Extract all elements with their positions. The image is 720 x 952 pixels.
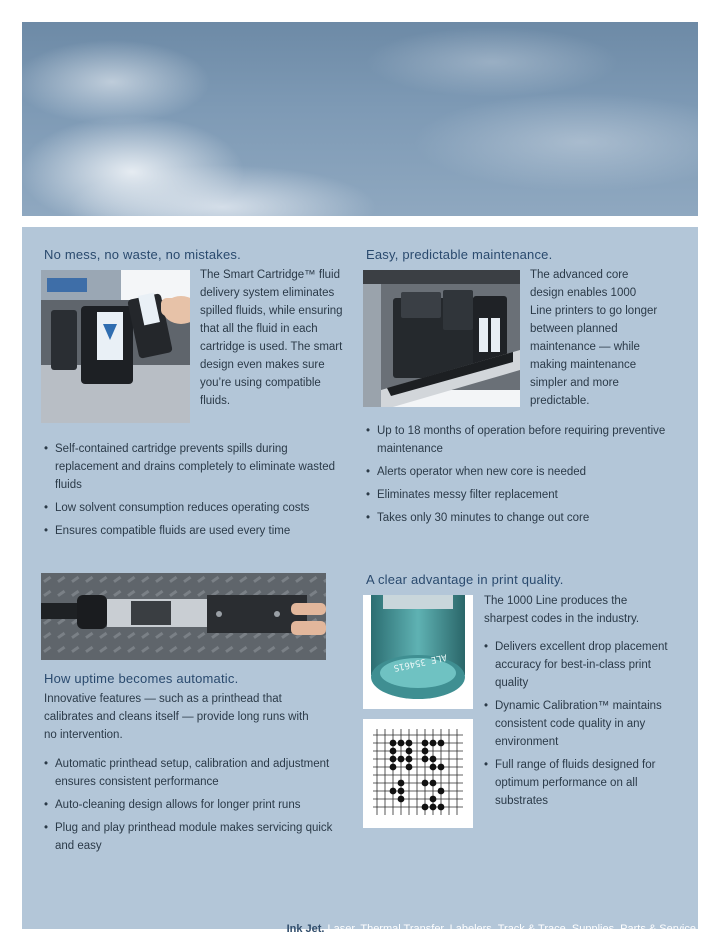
- uptime-bullets: [44, 755, 344, 860]
- bottle-illustration: [363, 595, 473, 709]
- list-item: • Up to 18 months of operation before requiring preventive maintenance: [366, 425, 666, 455]
- bullet-text: Alerts operator when new core is needed: [377, 466, 587, 478]
- mess-bullets: [44, 440, 344, 545]
- list-item: • Dynamic Calibration™ maintains consistent code quality in any environment: [484, 700, 662, 748]
- list-item: • Eliminates messy filter replacement: [366, 489, 558, 501]
- bullet-text: Auto-cleaning design allows for longer print runs: [55, 799, 301, 811]
- bullet-text: Delivers excellent drop placement accuracy for best-in-class print quality: [495, 641, 668, 689]
- footer-nav: [287, 923, 696, 935]
- printhead-photo: [41, 573, 326, 660]
- quality-bullets: [484, 638, 674, 815]
- quality-heading: A clear advantage in print quality.: [366, 572, 564, 587]
- cartridge-photo: [41, 270, 190, 423]
- list-item: • Full range of fluids designed for optimum performance on all substrates: [484, 759, 656, 807]
- maintenance-heading: Easy, predictable maintenance.: [366, 247, 553, 262]
- printhead-illustration: [41, 573, 326, 660]
- bullet-text: Takes only 30 minutes to change out core: [377, 512, 590, 524]
- dot-matrix-illustration: [363, 719, 473, 828]
- quality-intro: The 1000 Line produces the sharpest codes in the industry.: [484, 595, 640, 625]
- core-illustration: [363, 270, 520, 407]
- list-item: • Takes only 30 minutes to change out core: [366, 512, 590, 524]
- bullet-text: Dynamic Calibration™ maintains consistent code quality in any environment: [495, 700, 662, 748]
- bullet-text: Automatic printhead setup, calibration and adjustment ensures consistent performance: [55, 758, 330, 788]
- uptime-intro: Innovative features — such as a printhead that calibrates and cleans itself — provide long runs with no intervention.: [44, 693, 309, 741]
- list-item: • Plug and play printhead module makes servicing quick and easy: [44, 822, 333, 852]
- footer-other-categories: Laser, Thermal Transfer, Labelers, Track & Trace, Supplies, Parts & Service: [327, 923, 696, 935]
- bullet-text: Self-contained cartridge prevents spills during replacement and drains completely to eliminate wasted fluids: [55, 443, 335, 491]
- bullet-text: Ensures compatible fluids are used every time: [55, 525, 291, 537]
- bottle-code-text: ALE 35461S: [392, 651, 448, 673]
- bullet-text: Eliminates messy filter replacement: [377, 489, 558, 501]
- maintenance-intro: The advanced core design enables 1000 Line printers to go longer between planned maintenance — while making maintenance simpler and more predictable.: [530, 269, 658, 407]
- mess-intro: The Smart Cartridge™ fluid delivery system eliminates spilled fluids, while ensuring that all the fluid in each cartridge is used. The smart design even makes sure you’re using compatible fluids.: [200, 269, 343, 407]
- dot-matrix-code-photo: [363, 719, 473, 828]
- list-item: • Self-contained cartridge prevents spills during replacement and drains completely to eliminate wasted fluids: [44, 443, 335, 491]
- maintenance-bullets: [366, 422, 666, 532]
- list-item: • Alerts operator when new core is needed: [366, 466, 587, 478]
- footer-active-category: Ink Jet.: [286, 923, 325, 935]
- list-item: • Delivers excellent drop placement accuracy for best-in-class print quality: [484, 641, 668, 689]
- list-item: • Ensures compatible fluids are used every time: [44, 525, 291, 537]
- list-item: • Automatic printhead setup, calibration and adjustment ensures consistent performance: [44, 758, 330, 788]
- sky-banner-image: [22, 22, 698, 216]
- cartridge-illustration: [41, 270, 190, 423]
- core-photo: [363, 270, 520, 407]
- bullet-text: Low solvent consumption reduces operating costs: [55, 502, 310, 514]
- bullet-text: Plug and play printhead module makes servicing quick and easy: [55, 822, 333, 852]
- mess-heading: No mess, no waste, no mistakes.: [44, 247, 241, 262]
- list-item: • Auto-cleaning design allows for longer print runs: [44, 799, 301, 811]
- bottle-photo: [363, 595, 473, 709]
- bullet-text: Full range of fluids designed for optimum performance on all substrates: [495, 759, 656, 807]
- uptime-heading: How uptime becomes automatic.: [44, 671, 239, 686]
- list-item: • Low solvent consumption reduces operating costs: [44, 502, 310, 514]
- bullet-text: Up to 18 months of operation before requiring preventive maintenance: [377, 425, 666, 455]
